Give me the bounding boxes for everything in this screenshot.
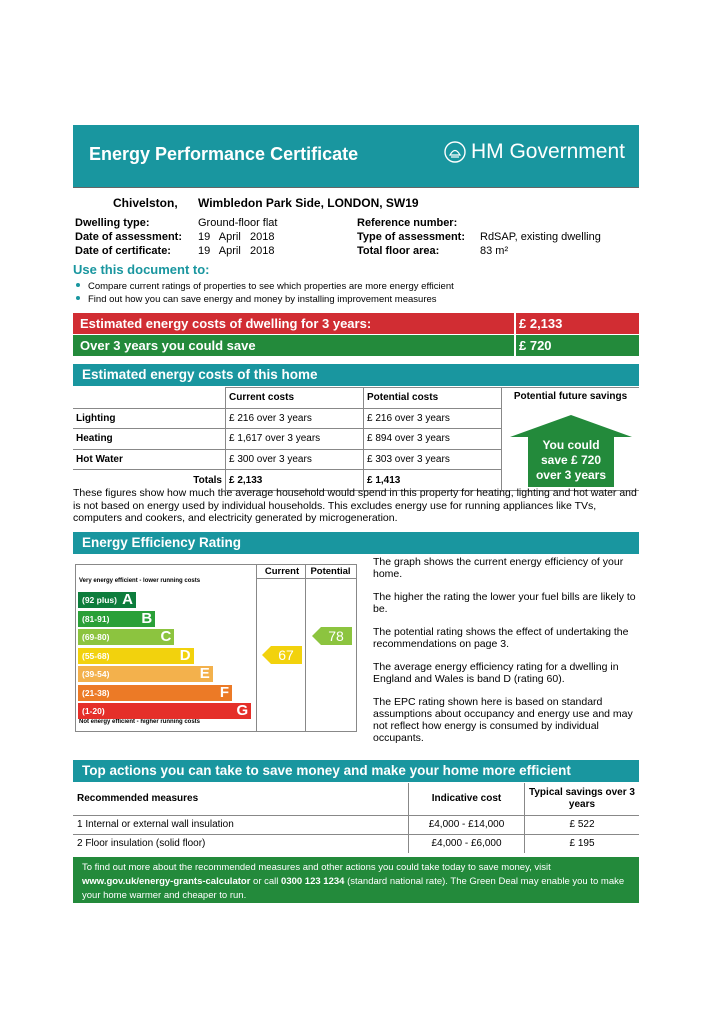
costs-section-title: Estimated energy costs of this home	[73, 364, 639, 386]
rating-value: 78	[328, 628, 344, 644]
hm-government-logo	[443, 140, 625, 164]
assessment-date-label: Date of assessment:	[75, 231, 182, 243]
top-note: Very energy efficient - lower running costs	[79, 578, 201, 584]
rating-section-title: Energy Efficiency Rating	[73, 532, 639, 554]
table-row: 2 Floor insulation (solid floor) £4,000 - £6,000 £ 195	[73, 834, 639, 853]
table-row: Heating £ 1,617 over 3 years £ 894 over 3 years	[73, 429, 639, 450]
divider	[73, 187, 639, 188]
savings-arrow-icon	[510, 415, 632, 487]
address-line2: Wimbledon Park Side, LONDON, SW19	[198, 196, 419, 210]
brand-name: HM Government	[470, 140, 625, 163]
header-banner	[73, 125, 639, 187]
page-title: Energy Performance Certificate	[89, 144, 359, 164]
current-rating-arrow	[262, 646, 302, 669]
certificate-date-label: Date of certificate:	[75, 245, 171, 257]
costs-table: Current costs Potential costs Potential future savings You could save £ 720 over 3 years Lighting £ 216 over 3 years £ 216 over 3 years Heating £ 1,617 over 3 years £ 894 over 3 years Hot Water £ 300 over 3 years £ 303 over 3 years Totals £ 2,133 £ 1,413	[73, 387, 639, 491]
assessment-date-value: 19 April 2018	[198, 231, 275, 243]
estimated-cost-bar: Estimated energy costs of dwelling for 3 years: £ 2,133	[73, 313, 639, 334]
phone-number: 0300 123 1234	[281, 876, 345, 887]
rating-band-c: (69-80) C	[78, 629, 174, 645]
savings-value: £ 720	[519, 338, 552, 353]
dwelling-type-value: Ground-floor flat	[198, 217, 278, 229]
rating-band-b: (81-91) B	[78, 611, 155, 627]
floor-area-value: 83 m²	[480, 245, 509, 257]
rating-band-e: (39-54) E	[78, 666, 213, 682]
grants-calculator-link[interactable]: www.gov.uk/energy-grants-calculator	[82, 876, 251, 887]
rating-band-a: (92 plus) A	[78, 592, 136, 608]
rating-explanation: The graph shows the current energy efficiency of your home. The higher the rating the lower your fuel bills are likely to be. The potential rating shows the effect of undertaking the recommendations on page 3. The average energy efficiency rating for a dwelling in England and Wales is band D (rating 60). The EPC rating shown here is based on standard assumptions about occupancy and energy use and may not reflect how energy is consumed by individual occupants.	[373, 556, 636, 744]
crest-icon	[443, 140, 467, 164]
future-savings-cell: Potential future savings You could save £ 720 over 3 years	[502, 388, 640, 491]
potential-column-header: Potential	[310, 566, 351, 577]
totals-row: Totals £ 2,133 £ 1,413	[73, 470, 639, 491]
estimated-cost-value: £ 2,133	[519, 316, 563, 331]
actions-section-title: Top actions you can take to save money and make your home more efficient	[73, 760, 639, 782]
costs-note: These figures show how much the average household would spend in this property for heating, lighting and hot water and is not based on energy used by individual households. This excludes energy use for running appliances like TVs, computers and cookers, and electricity generated by microgeneration.	[73, 487, 637, 524]
rating-band-f: (21-38) F	[78, 685, 232, 701]
current-column-header: Current	[264, 566, 300, 577]
bottom-note: Not energy efficient - higher running costs	[79, 719, 201, 725]
use-doc-bullet: Compare current ratings of properties to see which properties are more energy efficient	[73, 281, 454, 292]
assessment-type-label: Type of assessment:	[357, 231, 466, 243]
table-row: 1 Internal or external wall insulation £4,000 - £14,000 £ 522	[73, 815, 639, 834]
arrow-line1: You could	[541, 438, 600, 452]
dwelling-type-label: Dwelling type:	[75, 217, 150, 229]
address-line1: Chivelston,	[113, 196, 178, 210]
potential-rating-arrow	[312, 627, 352, 650]
footer-banner	[73, 857, 639, 903]
table-row: Lighting £ 216 over 3 years £ 216 over 3 years	[73, 408, 639, 429]
footer-text: To find out more about the recommended measures and other actions you could take today to save money, visit www.gov.uk/energy-grants-calculator or call 0300 123 1234 (standard national rate). The Green Deal may enable you to make your home warmer and cheaper to run.	[82, 862, 625, 901]
rating-band-g: (1-20) G	[78, 703, 251, 719]
use-doc-bullet: Find out how you can save energy and money by installing improvement measures	[73, 294, 437, 305]
measures-table: Recommended measures Indicative cost Typical savings over 3 years 1 Internal or external wall insulation £4,000 - £14,000 £ 522 2 Floor insulation (solid floor) £4,000 - £6,000 £ 195	[73, 783, 639, 853]
reference-label: Reference number:	[357, 217, 458, 229]
arrow-line3: over 3 years	[535, 468, 606, 482]
rating-band-d: (55-68) D	[78, 648, 194, 664]
rating-value: 67	[278, 646, 294, 663]
assessment-type-value: RdSAP, existing dwelling	[480, 231, 601, 243]
rating-chart	[75, 564, 357, 732]
savings-bar: Over 3 years you could save £ 720	[73, 335, 639, 356]
table-row: Hot Water £ 300 over 3 years £ 303 over 3 years	[73, 449, 639, 470]
arrow-line2: save £ 720	[540, 453, 601, 467]
floor-area-label: Total floor area:	[357, 245, 440, 257]
use-doc-heading: Use this document to:	[73, 262, 210, 277]
certificate-date-value: 19 April 2018	[198, 245, 275, 257]
